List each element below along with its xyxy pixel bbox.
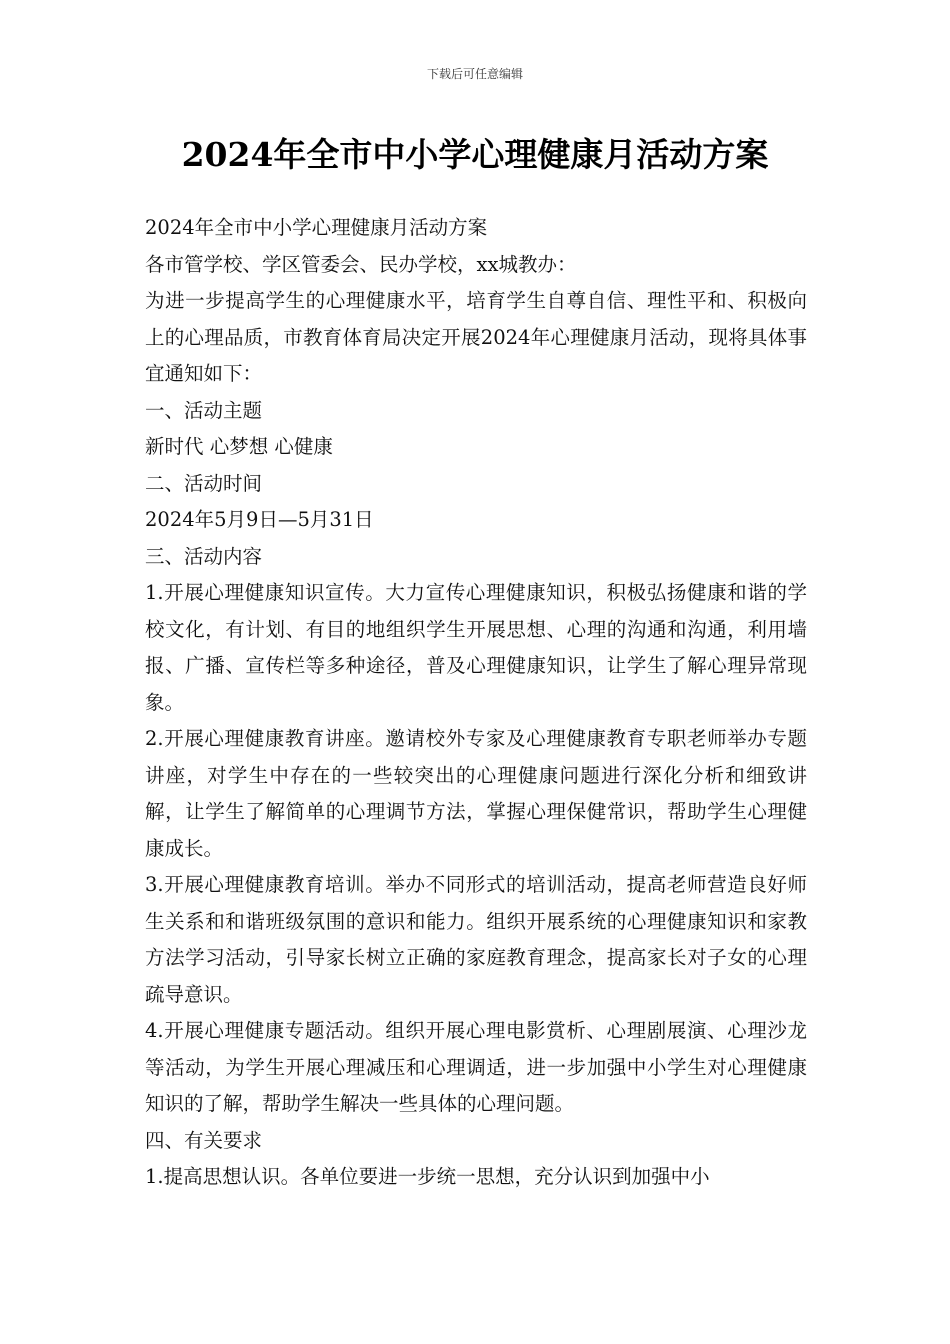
document-body: [145, 210, 807, 1196]
body-paragraph-doc-title-repeat: 2024年全市中小学心理健康月活动方案: [145, 216, 488, 239]
body-paragraph-intro: 为进一步提高学生的心理健康水平，培育学生自尊自信、理性平和、积极向上的心理品质，市教育体育局决定开展2024年心理健康月活动，现将具体事宜通知如下：: [145, 289, 807, 385]
page-header-note: 下载后可任意编辑: [426, 67, 523, 81]
body-paragraph-recipients: 各市管学校、学区管委会、民办学校，xx城教办：: [145, 252, 577, 276]
body-paragraph-content-item-1: 1.开展心理健康知识宣传。大力宣传心理健康知识，积极弘扬健康和谐的学校文化，有计划、有目的地组织学生开展思想、心理的沟通和沟通，利用墙报、广播、宣传栏等多种途径，普及心理健康知识，让学生了解心理异常现象。: [145, 581, 807, 714]
document-title: 2024年全市中小学心理健康月活动方案: [181, 135, 769, 174]
section-heading-time: 二、活动时间: [145, 471, 263, 495]
body-paragraph-time: 2024年5月9日—5月31日: [145, 508, 374, 531]
body-paragraph-requirement-item-1: 1.提高思想认识。各单位要进一步统一思想，充分认识到加强中小: [145, 1165, 710, 1188]
body-paragraph-content-item-2: 2.开展心理健康教育讲座。邀请校外专家及心理健康教育专职老师举办专题讲座，对学生中存在的一些较突出的心理健康问题进行深化分析和细致讲解，让学生了解简单的心理调节方法，掌握心理保健常识，帮助学生心理健康成长。: [145, 727, 807, 860]
body-paragraph-content-item-4: 4.开展心理健康专题活动。组织开展心理电影赏析、心理剧展演、心理沙龙等活动，为学生开展心理减压和心理调适，进一步加强中小学生对心理健康知识的了解，帮助学生解决一些具体的心理问题。: [145, 1019, 807, 1115]
body-paragraph-content-item-3: 3.开展心理健康教育培训。举办不同形式的培训活动，提高老师营造良好师生关系和和谐班级氛围的意识和能力。组织开展系统的心理健康知识和家教方法学习活动，引导家长树立正确的家庭教育理念，提高家长对子女的心理疏导意识。: [145, 873, 807, 1006]
body-paragraph-theme: 新时代 心梦想 心健康: [145, 435, 333, 458]
section-heading-theme: 一、活动主题: [145, 398, 263, 422]
section-heading-requirements: 四、有关要求: [145, 1128, 263, 1152]
section-heading-content: 三、活动内容: [145, 544, 263, 568]
